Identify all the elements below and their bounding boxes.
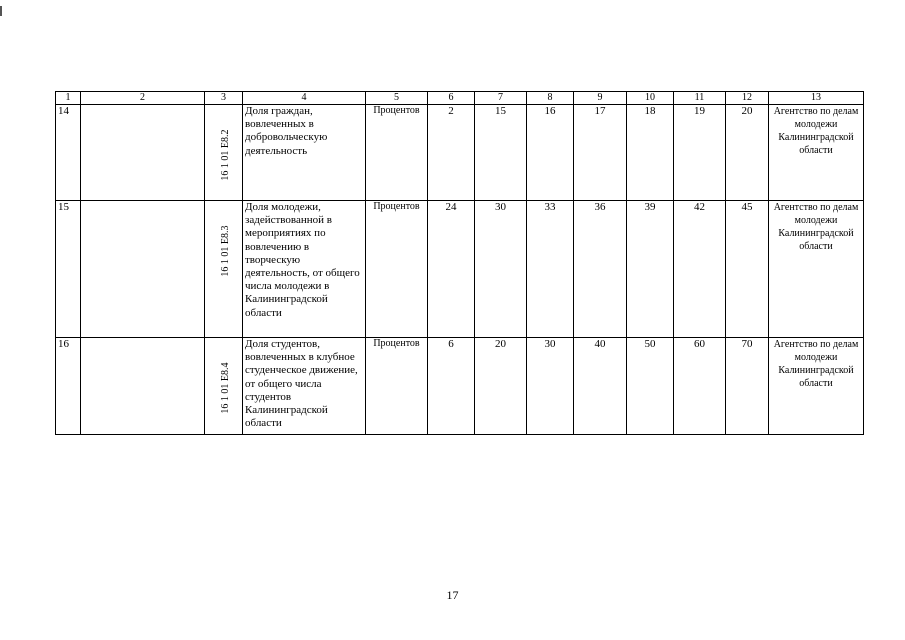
row-value: 33	[527, 201, 574, 338]
column-header: 2	[81, 92, 205, 105]
row-unit: Процентов	[366, 105, 428, 201]
row-empty-cell	[81, 201, 205, 338]
column-header: 11	[674, 92, 726, 105]
row-value: 24	[428, 201, 475, 338]
column-header: 1	[56, 92, 81, 105]
column-header: 10	[627, 92, 674, 105]
table-row	[56, 105, 864, 201]
table-row	[56, 338, 864, 435]
row-responsible: Агентство по делам молодежи Калининградской области	[769, 105, 864, 201]
row-value: 70	[726, 338, 769, 435]
column-header: 4	[243, 92, 366, 105]
row-responsible: Агентство по делам молодежи Калининградской области	[769, 338, 864, 435]
row-code-cell	[205, 338, 243, 435]
row-number: 15	[56, 201, 81, 338]
header-row	[56, 92, 864, 105]
row-value: 16	[527, 105, 574, 201]
row-code: 16 1 01 E8.2	[220, 129, 231, 181]
row-value: 15	[475, 105, 527, 201]
indicators-table	[55, 91, 864, 435]
row-value: 2	[428, 105, 475, 201]
row-empty-cell	[81, 338, 205, 435]
row-value: 20	[475, 338, 527, 435]
row-code-cell	[205, 201, 243, 338]
scan-mark	[0, 6, 2, 16]
row-value: 30	[527, 338, 574, 435]
column-header: 13	[769, 92, 864, 105]
column-header: 12	[726, 92, 769, 105]
column-header: 7	[475, 92, 527, 105]
row-value: 30	[475, 201, 527, 338]
row-unit: Процентов	[366, 338, 428, 435]
row-value: 20	[726, 105, 769, 201]
row-value: 17	[574, 105, 627, 201]
column-header: 9	[574, 92, 627, 105]
row-value: 60	[674, 338, 726, 435]
page-number: 17	[446, 588, 459, 602]
table-row	[56, 201, 864, 338]
column-header: 6	[428, 92, 475, 105]
row-value: 19	[674, 105, 726, 201]
row-value: 42	[674, 201, 726, 338]
row-code-cell	[205, 105, 243, 201]
row-value: 39	[627, 201, 674, 338]
row-value: 50	[627, 338, 674, 435]
row-empty-cell	[81, 105, 205, 201]
row-number: 14	[56, 105, 81, 201]
row-value: 18	[627, 105, 674, 201]
column-header: 8	[527, 92, 574, 105]
row-number: 16	[56, 338, 81, 435]
row-indicator-name: Доля граждан, вовлеченных в добровольческую деятельность	[243, 105, 366, 201]
column-header: 3	[205, 92, 243, 105]
row-value: 45	[726, 201, 769, 338]
row-value: 40	[574, 338, 627, 435]
row-code: 16 1 01 E8.3	[220, 225, 231, 277]
row-indicator-name: Доля студентов, вовлеченных в клубное студенческое движение, от общего числа студентов Калининградской области	[243, 338, 366, 435]
row-unit: Процентов	[366, 201, 428, 338]
row-indicator-name: Доля молодежи, задействованной в мероприятиях по вовлечению в творческую деятельность, от общего числа молодежи в Калининградской области	[243, 201, 366, 338]
row-value: 36	[574, 201, 627, 338]
row-code: 16 1 01 E8.4	[220, 362, 231, 414]
column-header: 5	[366, 92, 428, 105]
row-value: 6	[428, 338, 475, 435]
row-responsible: Агентство по делам молодежи Калининградской области	[769, 201, 864, 338]
